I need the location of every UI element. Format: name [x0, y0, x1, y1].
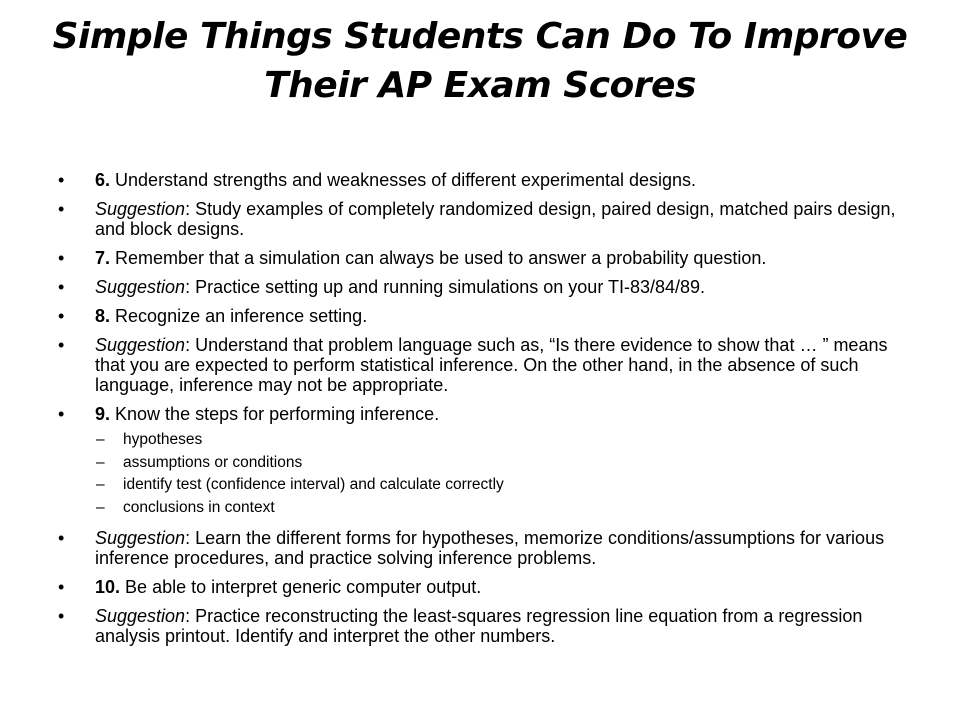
suggestion-text: : Understand that problem language such as, “Is there evidence to show that … ” means that you are expected to perform statistical inference. On the other hand, in the absence of such language, inference may not be appropriate.: [95, 335, 888, 395]
slide-title: [30, 12, 930, 110]
point-number: 8.: [95, 306, 111, 326]
point-number: 7.: [95, 248, 111, 268]
point-text: Understand strengths and weaknesses of different experimental designs.: [115, 170, 697, 190]
suggestion-label: Suggestion: [95, 277, 186, 297]
inference-steps-list: [95, 429, 910, 519]
slide-title-line-2: Their AP Exam Scores: [264, 65, 696, 106]
point-text: Remember that a simulation can always be used to answer a probability question.: [115, 248, 767, 268]
sub-item: – conclusions in context: [95, 497, 910, 520]
bullet-list: [58, 170, 910, 655]
suggestion-label: Suggestion: [95, 528, 186, 548]
bullet-item-7: [58, 248, 910, 268]
sub-item: – hypotheses: [95, 429, 910, 452]
sub-item: – identify test (confidence interval) and calculate correctly: [95, 474, 910, 497]
suggestion-label: Suggestion: [95, 335, 186, 355]
suggestion-text: : Practice setting up and running simulations on your TI-83/84/89.: [185, 277, 706, 297]
bullet-item-6: [58, 170, 910, 190]
suggestion-text: : Learn the different forms for hypotheses, memorize conditions/assumptions for various inference procedures, and practice solving inference problems.: [95, 528, 885, 568]
suggestion-item-6: [58, 199, 910, 239]
bullet-item-8: [58, 306, 910, 326]
suggestion-item-8: [58, 335, 910, 395]
point-text: Be able to interpret generic computer output.: [125, 577, 482, 597]
bullet-item-9: [58, 404, 910, 514]
sub-item: – assumptions or conditions: [95, 452, 910, 475]
suggestion-item-7: [58, 277, 910, 297]
suggestion-text: : Practice reconstructing the least-squares regression line equation from a regression analysis printout. Identify and interpret the other numbers.: [95, 606, 863, 646]
suggestion-item-9: [58, 528, 910, 568]
slide-title-line-1: Simple Things Students Can Do To Improve: [52, 16, 908, 57]
suggestion-item-10: [58, 606, 910, 646]
point-text: Know the steps for performing inference.: [115, 404, 440, 424]
bullet-item-10: [58, 577, 910, 597]
suggestion-label: Suggestion: [95, 199, 186, 219]
point-number: 9.: [95, 404, 111, 424]
point-number: 10.: [95, 577, 121, 597]
suggestion-label: Suggestion: [95, 606, 186, 626]
point-number: 6.: [95, 170, 111, 190]
point-text: Recognize an inference setting.: [115, 306, 368, 326]
suggestion-text: : Study examples of completely randomized design, paired design, matched pairs design, and block designs.: [95, 199, 896, 239]
